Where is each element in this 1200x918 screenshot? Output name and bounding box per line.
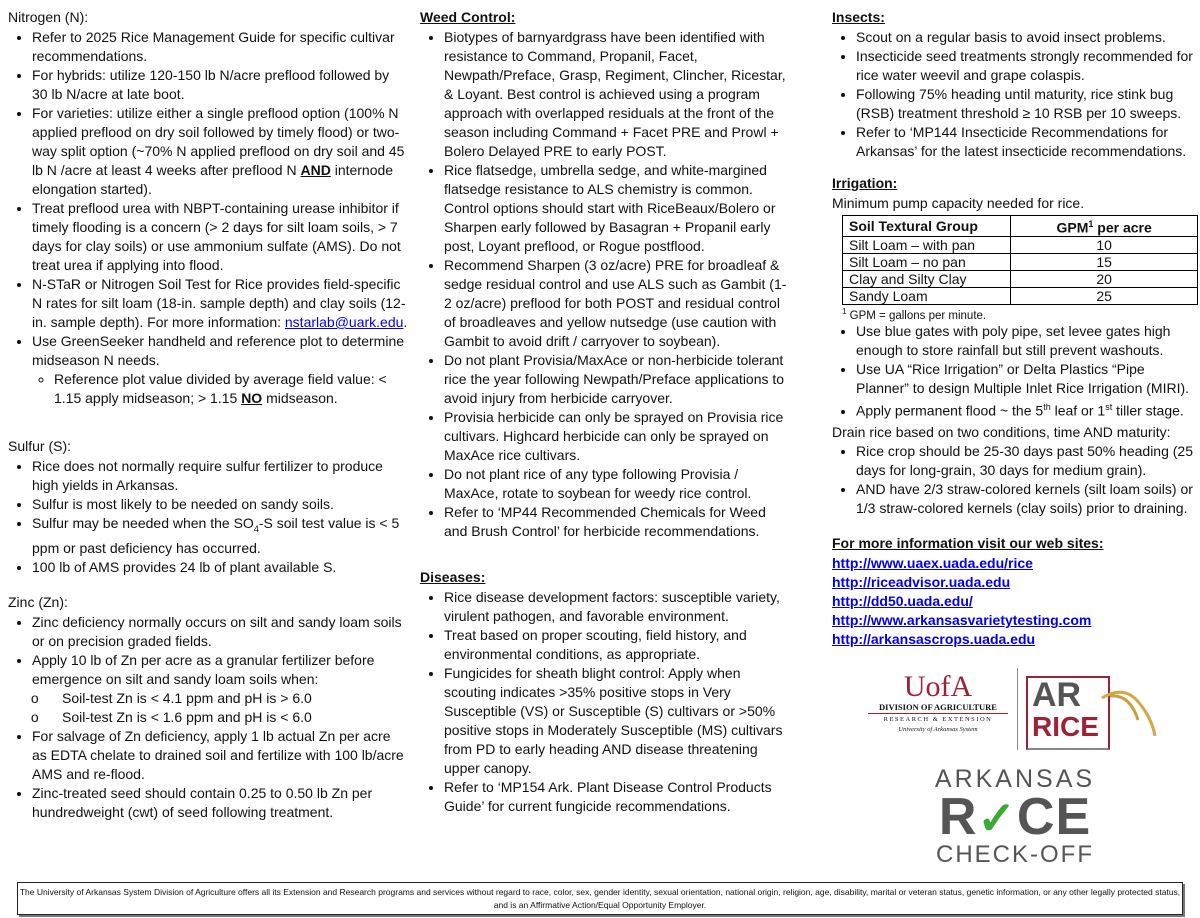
soil-group-cell: Sandy Loam: [843, 287, 1011, 304]
table-row: [843, 236, 1198, 253]
list-item: • Refer to ‘MP154 Ark. Plant Disease Control Products Guide’ for current fungicide recommendations.: [444, 778, 792, 816]
soil-group-cell: Silt Loam – with pan: [843, 236, 1011, 253]
list-item: • For varieties: utilize either a single preflood option (100% N applied preflood on dry soil followed by timely flood) or two-way split option (~70% N applied preflood on dry soil and 45 lb N /acre at least 4 weeks after preflood N AND internode elongation started).: [32, 104, 408, 199]
uada-ar-rice-logos: [868, 668, 1158, 752]
insects-section: [832, 8, 1198, 161]
list-item: • Scout on a regular basis to avoid insect problems.: [856, 28, 1198, 47]
emphasis: NO: [241, 390, 263, 406]
gpm-cell: 20: [1011, 270, 1198, 287]
section-heading: Weed Control:: [420, 9, 516, 25]
list-item: • AND have 2/3 straw-colored kernels (silt loam soils) or 1/3 straw-colored kernels (clay soils) prior to draining.: [856, 480, 1198, 518]
section-heading: Nitrogen (N):: [8, 9, 89, 25]
more-info-section: [832, 534, 1198, 649]
table-header-row: [843, 216, 1198, 237]
list-item: • Zinc-treated seed should contain 0.25 to 0.50 lb Zn per hundredweight (cwt) of seed following treatment.: [32, 784, 408, 822]
sub-list: [32, 689, 408, 727]
website-link[interactable]: http://www.uaex.uada.edu/rice: [832, 555, 1033, 571]
website-link[interactable]: http://arkansascrops.uada.edu: [832, 631, 1036, 647]
list-item: • Refer to ‘MP44 Recommended Chemicals for Weed and Brush Control’ for herbicide recommendations.: [444, 503, 792, 541]
col-header-soil: Soil Textural Group: [843, 216, 1011, 237]
list-item: • Fungicides for sheath blight control: Apply when scouting indicates >35% positive stops in Very Susceptible (VS) or Susceptible (S) cultivars or >50% positive stops in Moderately Susceptible (MS) cultivars from PD to early heading AND disease threatening upper canopy.: [444, 664, 792, 778]
list-item: • Use blue gates with poly pipe, set levee gates high enough to store rainfall but still prevent washouts.: [856, 322, 1198, 360]
arkansas-rice-checkoff-logo: ARKANSAS R✓CE CHECK-OFF: [934, 765, 1096, 868]
gpm-cell: 15: [1011, 253, 1198, 270]
bullet-list: [8, 457, 408, 577]
sub-list-item: o Soil-test Zn is < 1.6 ppm and pH is < 6.0: [62, 708, 408, 727]
soil-group-cell: Silt Loam – no pan: [843, 253, 1011, 270]
drain-section: [832, 423, 1198, 518]
zinc-section: [8, 593, 408, 822]
uada-logo: UofA DIVISION OF AGRICULTURE RESEARCH & EXTENSION University of Arkansas System: [868, 672, 1008, 735]
website-link[interactable]: http://riceadvisor.uada.edu: [832, 574, 1011, 590]
list-item: • Apply 10 lb of Zn per acre as a granular fertilizer before emergence on silt and sandy loam soils when: o Soil-test Zn is < 4.1 ppm and pH is > 6.0 o Soil-test Zn is < 1.6 ppm and pH is < 6.0: [32, 651, 408, 727]
bullet-list: [8, 613, 408, 822]
rice-grain-icon: [1100, 684, 1160, 740]
bullet-list: [832, 442, 1198, 518]
email-link[interactable]: nstarlab@uark.edu: [284, 314, 404, 330]
list-item: • N-STaR or Nitrogen Soil Test for Rice provides field-specific N rates for silt loam (18-in. sample depth) and clay soils (12-in. sample depth). For more information: nstarlab@uark.edu.: [32, 275, 408, 332]
list-item: • Biotypes of barnyardgrass have been identified with resistance to Command, Propanil, Facet, Newpath/Preface, Grasp, Regiment, Clincher, Ricestar, & Loyant. Best control is achieved using a program approach with overlapped residuals at the front of the season including Command + Facet PRE and Prowl + Bolero Delayed PRE to early POST.: [444, 28, 792, 161]
table-footnote: $^1$ GPM = gallons per minute.: [842, 306, 987, 322]
table-row: [843, 287, 1198, 304]
list-item: • Do not plant Provisia/MaxAce or non-herbicide tolerant rice the year following Newpath/Preface applications to avoid injury from herbicide carryover.: [444, 351, 792, 408]
list-item: • Refer to ‘MP144 Insecticide Recommendations for Arkansas’ for the latest insecticide recommendations.: [856, 123, 1198, 161]
pump-capacity-table: [842, 215, 1198, 305]
gpm-cell: 10: [1011, 236, 1198, 253]
website-link[interactable]: http://dd50.uada.edu/: [832, 593, 973, 609]
list-item: • Rice flatsedge, umbrella sedge, and white-margined flatsedge resistance to ALS chemistry is common. Control options should start with RiceBeaux/Bolero or Sharpen early followed by Basagran + Propanil early post, Loyant preflood, or Rogue postflood.: [444, 161, 792, 256]
emphasis: AND: [300, 162, 331, 178]
table-row: [843, 270, 1198, 287]
drain-intro: Drain rice based on two conditions, time AND maturity:: [832, 424, 1171, 440]
list-item: • Sulfur may be needed when the $SO_4-S$ soil test value is < 5 ppm or past deficiency has occurred.: [32, 514, 408, 558]
gpm-cell: 25: [1011, 287, 1198, 304]
list-item: • Rice does not normally require sulfur fertilizer to produce high yields in Arkansas.: [32, 457, 408, 495]
irrigation-heading: Irrigation:: [832, 175, 898, 191]
weed-control-section: [420, 8, 792, 541]
ar-rice-logo: AR RICE: [1026, 676, 1110, 750]
section-heading: Zinc (Zn):: [8, 594, 68, 610]
soil-group-cell: Clay and Silty Clay: [843, 270, 1011, 287]
list-item: • Insecticide seed treatments strongly recommended for rice water weevil and grape colaspis.: [856, 47, 1198, 85]
list-item: • Do not plant rice of any type following Provisia / MaxAce, rotate to soybean for weedy rice control.: [444, 465, 792, 503]
irrigation-section: [832, 174, 1198, 421]
website-link[interactable]: http://www.arkansasvarietytesting.com: [832, 612, 1092, 628]
diseases-section: [420, 568, 792, 816]
bullet-list: [8, 28, 408, 408]
bullet-list: [832, 322, 1198, 421]
sulfur-section: [8, 437, 408, 577]
list-item: • Rice disease development factors: susceptible variety, virulent pathogen, and favorable environment.: [444, 588, 792, 626]
list-item: • Sulfur is most likely to be needed on sandy soils.: [32, 495, 408, 514]
list-item: • Following 75% heading until maturity, rice stink bug (RSB) treatment threshold ≥ 10 RSB per 10 sweeps.: [856, 85, 1198, 123]
nitrogen-section: [8, 8, 408, 408]
sub-list-item: ◦ Reference plot value divided by average field value: < 1.15 apply midseason; > 1.15 NO midseason.: [54, 370, 408, 408]
table-row: [843, 253, 1198, 270]
list-item: • Zinc deficiency normally occurs on silt and sandy loam soils or on precision graded fields.: [32, 613, 408, 651]
section-heading: Diseases:: [420, 569, 486, 585]
list-item: • Apply permanent flood ~ the 5th leaf or 1st tiller stage.: [856, 398, 1198, 421]
section-heading: Sulfur (S):: [8, 438, 72, 454]
checkmark-icon: ✓: [977, 792, 1017, 844]
more-info-heading: For more information visit our web sites:: [832, 535, 1104, 551]
bullet-list: [420, 588, 792, 816]
sub-list: [32, 370, 408, 408]
bullet-list: [832, 28, 1198, 161]
list-item: • For salvage of Zn deficiency, apply 1 lb actual Zn per acre as EDTA chelate to drained soil and fertilize with 100 lb/acre AMS and re-flood.: [32, 727, 408, 784]
list-item: • For hybrids: utilize 120-150 lb N/acre preflood followed by 30 lb N/acre at late boot.: [32, 66, 408, 104]
list-item: • Treat preflood urea with NBPT-containing urease inhibitor if timely flooding is a concern (> 2 days for silt loam soils, > 7 days for clay soils) or use ammonium sulfate (AMS). Do not treat urea if applying into flood.: [32, 199, 408, 275]
list-item: • Treat based on proper scouting, field history, and environmental conditions, as appropriate.: [444, 626, 792, 664]
col-header-gpm: GPM$^1$ per acre: [1011, 216, 1198, 237]
nondiscrimination-footer: The University of Arkansas System Division of Agriculture offers all its Extension and Research programs and services without regard to race, color, sex, gender identity, sexual orientation, national origin, religion, age, disability, marital or veteran status, genetic information, or any other legally protected status, and is an Affirmative Action/Equal Opportunity Employer.: [17, 882, 1183, 915]
list-item: • Use UA “Rice Irrigation” or Delta Plastics “Pipe Planner” to design Multiple Inlet Rice Irrigation (MIRI).: [856, 360, 1198, 398]
bullet-list: [420, 28, 792, 541]
list-item: • 100 lb of AMS provides 24 lb of plant available S.: [32, 558, 408, 577]
list-item: • Rice crop should be 25-30 days past 50% heading (25 days for long-grain, 30 days for medium grain).: [856, 442, 1198, 480]
list-item: • Provisia herbicide can only be sprayed on Provisia rice cultivars. Highcard herbicide can only be sprayed on MaxAce rice cultivars.: [444, 408, 792, 465]
list-item: • Refer to 2025 Rice Management Guide for specific cultivar recommendations.: [32, 28, 408, 66]
sub-list-item: o Soil-test Zn is < 4.1 ppm and pH is > 6.0: [62, 689, 408, 708]
list-item: • Recommend Sharpen (3 oz/acre) PRE for broadleaf & sedge residual control and use ALS such as Gambit (1-2 oz/acre) preflood for both POST and residual control of broadleaves and yellow nutsedge (use caution with Gambit to avoid drift / carryover to soybean).: [444, 256, 792, 351]
section-heading: Insects:: [832, 9, 885, 25]
list-item: • Use GreenSeeker handheld and reference plot to determine midseason N needs. ◦ Reference plot value divided by average field value: < 1.15 apply midseason; > 1.15 NO midseason.: [32, 332, 408, 408]
irrigation-intro: Minimum pump capacity needed for rice.: [832, 195, 1085, 211]
